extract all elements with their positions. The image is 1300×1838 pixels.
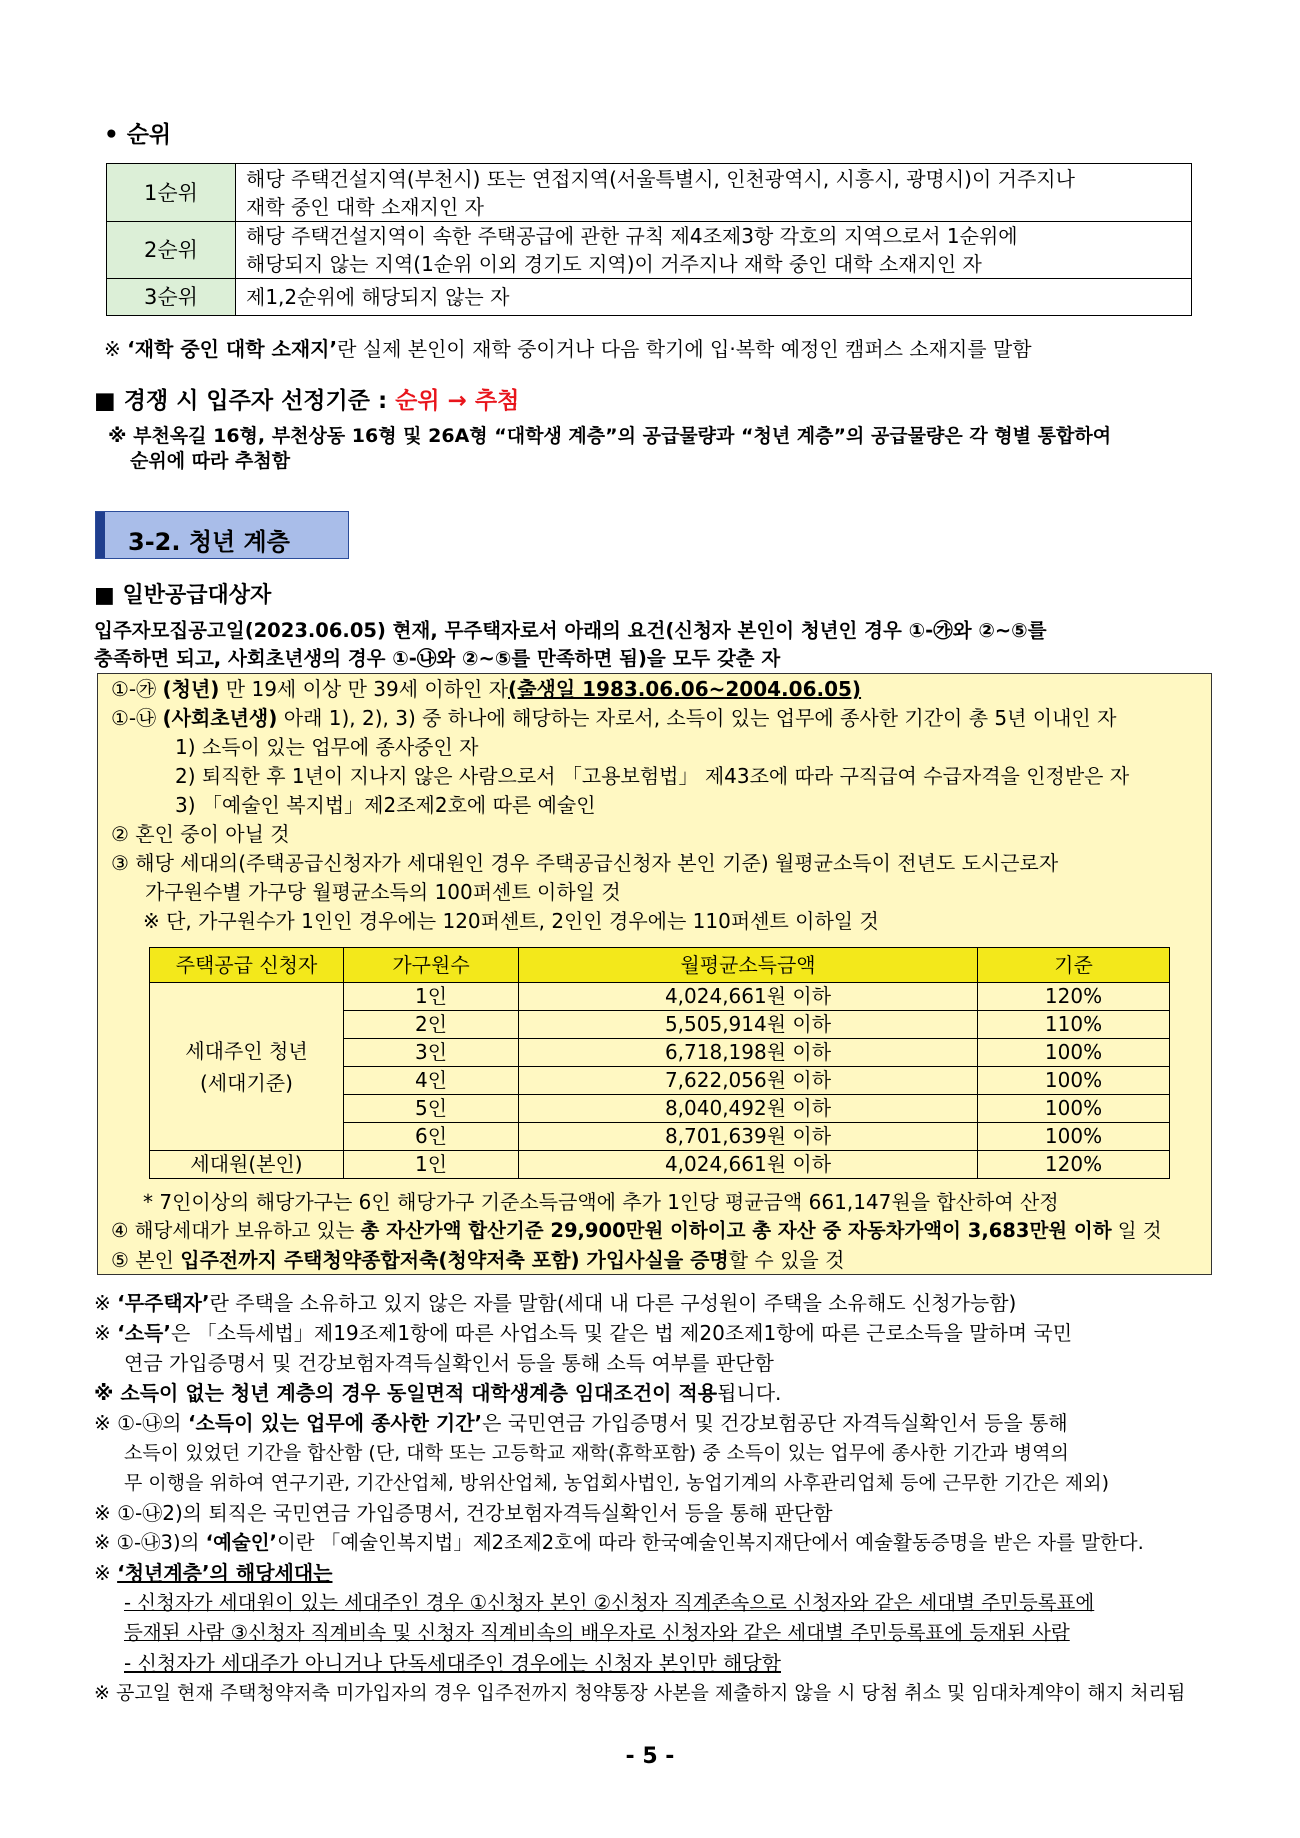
req-savings: ⑤ 본인 입주전까지 주택청약종합저축(청약저축 포함) 가입사실을 증명할 수 있을 것 [111,1248,845,1272]
note-retirement: ※ ①-㉯2)의 퇴직은 국민연금 가입증명서, 건강보험자격득실확인서 등을 통해 판단함 [94,1501,833,1525]
youth-household-item: - 신청자가 세대주가 아니거나 단독세대주인 경우에는 신청자 본인만 해당함 [124,1651,781,1675]
rank-table [106,163,1192,316]
table-row [107,279,1192,316]
table-row: 5인 8,040,492원 이하 100% [150,1095,1170,1123]
youth-household-item: 등재된 사람 ③신청자 직계비속 및 신청자 직계비속의 배우자로 신청자와 같은 세대별 주민등록표에 등재된 사람 [124,1621,1070,1644]
req-assets: ④ 해당세대가 보유하고 있는 총 자산가액 합산기준 29,900만원 이하이고 총 자산 중 자동차가액이 3,683만원 이하 일 것 [111,1219,1162,1242]
general-heading: ■ 일반공급대상자 [94,583,272,608]
table-row: 세대원(본인) 1인 4,024,661원 이하 120% [150,1151,1170,1179]
income-table [149,947,1170,1179]
table-row: 2인 5,505,914원 이하 110% [150,1011,1170,1039]
applicant-group: 세대주인 청년 (세대기준) [150,983,344,1151]
rank-heading [104,123,171,147]
campus-note: ※ ‘재학 중인 대학 소재지’란 실제 본인이 재학 중이거나 다음 학기에 입·복학 예정인 캠퍼스 소재지를 말함 [104,337,1032,361]
note-no-income: ※ 소득이 없는 청년 계층의 경우 동일면적 대학생계층 임대조건이 적용됩니다. [94,1381,782,1405]
table-row: 6인 8,701,639원 이하 100% [150,1123,1170,1151]
note-income: ※ ‘소득’은 「소득세법」제19조제1항에 따른 사업소득 및 같은 법 제20조제1항에 따른 근로소득을 말하며 국민 [94,1321,1073,1345]
rank-heading-text: 순위 [126,122,172,148]
eligibility-intro: 입주자모집공고일(2023.06.05) 현재, 무주택자로서 아래의 요건(신청자 본인이 청년인 경우 ①-㉮와 ②~⑤를 충족하면 되고, 사회초년생의 경우 ①-㉯와 ②~⑤를 만족하면 됨)을 모두 갖춘 자 [94,619,1047,670]
competition-note: ※ 부천옥길 16형, 부천상동 16형 및 26A형 “대학생 계층”의 공급물량과 “청년 계층”의 공급물량은 각 형별 통합하여 순위에 따라 추첨함 [108,425,1112,472]
req-not-married: ② 혼인 중이 아닐 것 [111,822,290,846]
square-bullet-icon: ■ [94,388,116,414]
note-work-period-line3: 무 이행을 위하여 연구기관, 기간산업체, 방위산업체, 농업회사법인, 농업기계의 사후관리업체 등에 근무한 기간은 제외) [124,1472,1110,1494]
note-savings-account: ※ 공고일 현재 주택청약저축 미가입자의 경우 입주전까지 청약통장 사본을 제출하지 않을 시 당첨 취소 및 임대차계약이 해지 처리됨 [94,1682,1186,1704]
note-artist: ※ ①-㉯3)의 ‘예술인’이란 「예술인복지법」제2조제2호에 따라 한국예술인복지재단에서 예술활동증명을 받은 자를 말한다. [94,1531,1144,1554]
table-row: 3인 6,718,198원 이하 100% [150,1039,1170,1067]
req-income-line2: 가구원수별 가구당 월평균소득의 100퍼센트 이하일 것 [145,880,621,904]
rank-label: 2순위 [107,222,236,279]
note-youth-household: ※ ‘청년계층’의 해당세대는 [94,1561,333,1585]
req-income: ③ 해당 세대의(주택공급신청자가 세대원인 경우 주택공급신청자 본인 기준) 월평균소득이 전년도 도시근로자 [111,851,1059,875]
note-homeless: ※ ‘무주택자’란 주택을 소유하고 있지 않은 자를 말함(세대 내 다른 구성원이 주택을 소유해도 신청가능함) [94,1291,1017,1315]
youth-household-item: - 신청자가 세대원이 있는 세대주인 경우 ①신청자 본인 ②신청자 직계존속으로 신청자와 같은 세대별 주민등록표에 [124,1591,1095,1614]
note-work-period-line2: 소득이 있었던 기간을 합산함 (단, 대학 또는 고등학교 재학(휴학포함) 중 소득이 있는 업무에 종사한 기간과 병역의 [124,1442,1069,1464]
rank-label: 3순위 [107,279,236,316]
square-bullet-icon: ■ [94,583,115,608]
table-row [107,164,1192,222]
req-youth: ①-㉮ (청년) 만 19세 이상 만 39세 이하인 자(출생일 1983.06.06~2004.06.05) [111,677,862,701]
table-header-row: 주택공급 신청자 가구원수 월평균소득금액 기준 [150,948,1170,983]
req-new-worker: ①-㉯ (사회초년생) 아래 1), 2), 3) 중 하나에 해당하는 자로서, 소득이 있는 업무에 종사한 기간이 총 5년 이내인 자 [111,706,1117,730]
note-work-period: ※ ①-㉯의 ‘소득이 있는 업무에 종사한 기간’은 국민연금 가입증명서 및 건강보험공단 자격득실확인서 등을 통해 [94,1411,1068,1435]
req-income-note: ※ 단, 가구원수가 1인인 경우에는 120퍼센트, 2인인 경우에는 110퍼센트 이하일 것 [143,909,879,933]
table-row: 세대주인 청년 (세대기준) 1인 4,024,661원 이하 120% [150,983,1170,1011]
income-footnote: * 7인이상의 해당가구는 6인 해당가구 기준소득금액에 추가 1인당 평균금액 661,147원을 합산하여 산정 [143,1190,1059,1214]
rank-desc: 제1,2순위에 해당되지 않는 자 [236,279,1192,316]
req-sub-item: 1) 소득이 있는 업무에 종사중인 자 [175,735,479,759]
section-title: 3-2. 청년 계층 [128,528,290,556]
table-row [107,222,1192,279]
req-sub-item: 2) 퇴직한 후 1년이 지나지 않은 사람으로서 「고용보험법」 제43조에 따라 구직급여 수급자격을 인정받은 자 [175,764,1130,788]
req-sub-item: 3) 「예술인 복지법」제2조제2호에 따른 예술인 [175,793,596,817]
rank-desc: 해당 주택건설지역(부천시) 또는 연접지역(서울특별시, 인천광역시, 시흥시, 광명시)이 거주지나 재학 중인 대학 소재지인 자 [236,164,1192,222]
page-number: - 5 - [625,1744,675,1769]
competition-heading: ■ 경쟁 시 입주자 선정기준 : 순위 → 추첨 [94,388,520,414]
rank-label: 1순위 [107,164,236,222]
note-income-line2: 연금 가입증명서 및 건강보험자격득실확인서 등을 통해 소득 여부를 판단함 [124,1351,774,1375]
section-accent-bar [96,512,105,558]
rank-desc: 해당 주택건설지역이 속한 주택공급에 관한 규칙 제4조제3항 각호의 지역으로서 1순위에 해당되지 않는 지역(1순위 이외 경기도 지역)이 거주지나 재학 중인 대학 소재지인 자 [236,222,1192,279]
table-row: 4인 7,622,056원 이하 100% [150,1067,1170,1095]
bullet-icon: • [104,122,119,148]
section-title-box [95,511,349,559]
